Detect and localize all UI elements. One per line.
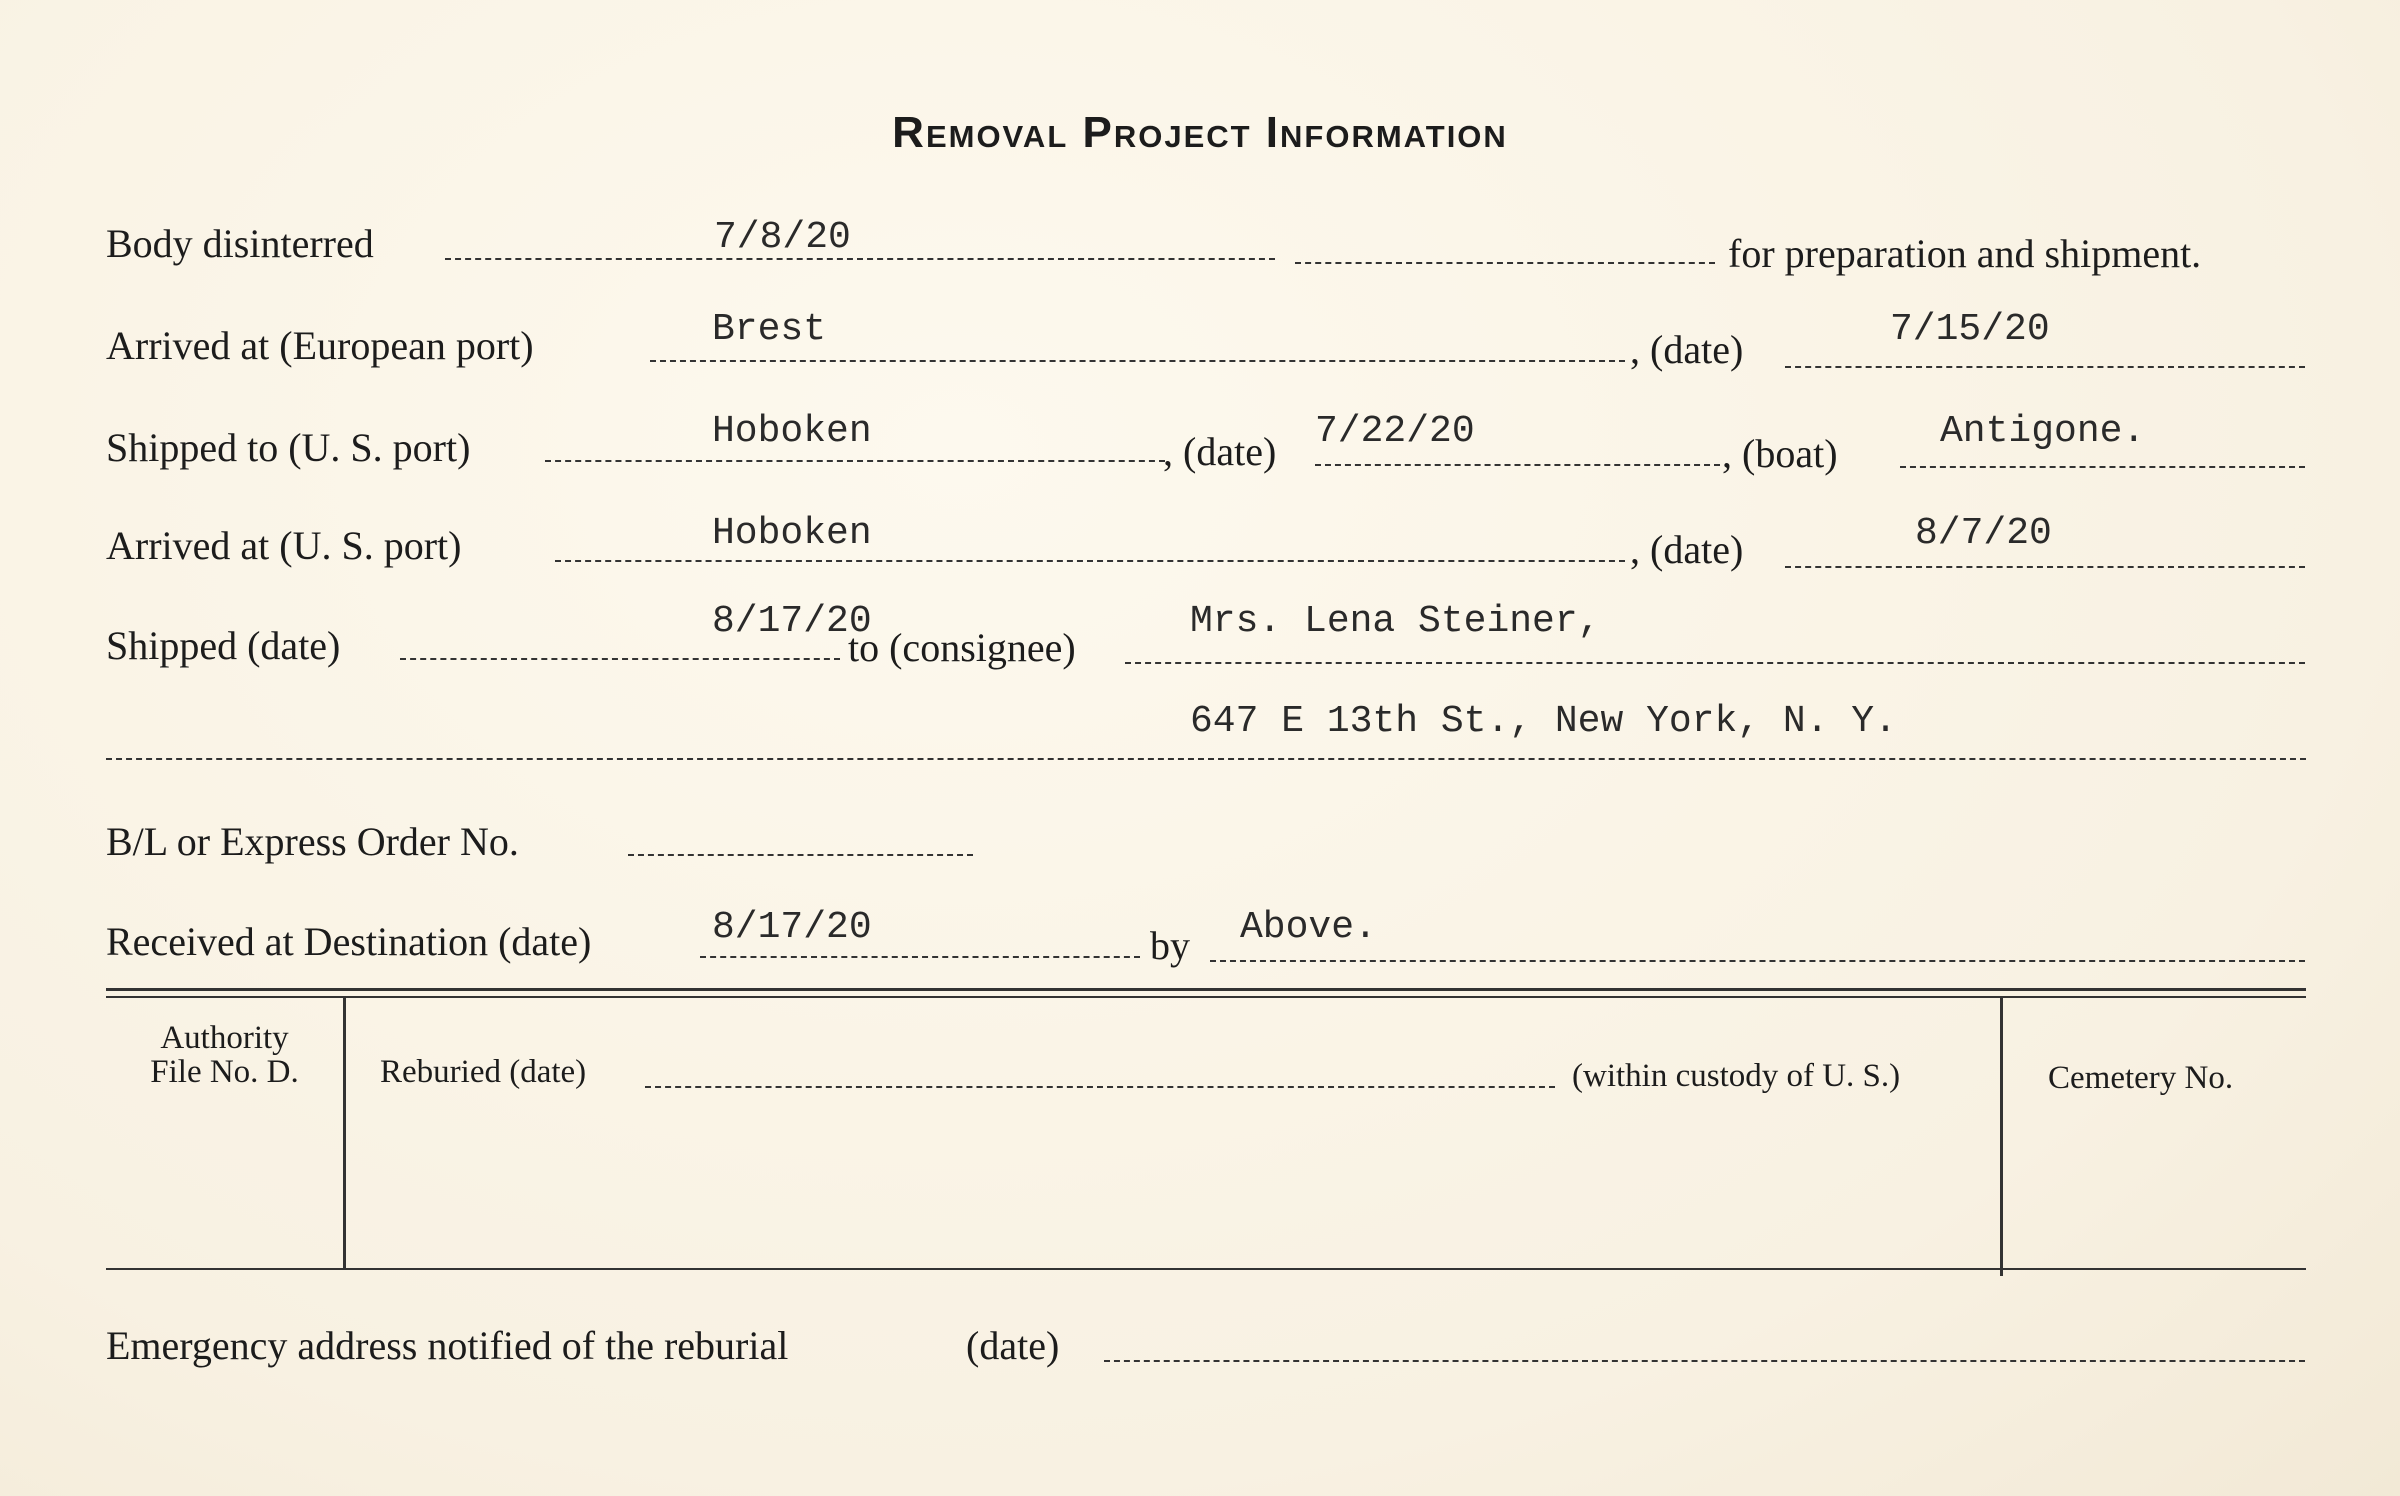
arrived-us-value: Hoboken	[712, 512, 872, 555]
arrived-european-label: Arrived at (European port)	[106, 323, 534, 368]
shipped-to-us-value: Hoboken	[712, 410, 872, 453]
reburied-suffix: (within custody of U. S.)	[1572, 1058, 1901, 1094]
shipped-to-us-date-line	[1315, 464, 1720, 466]
section-rule-top	[106, 988, 2306, 991]
shipped-to-us-boat-label: , (boat)	[1722, 431, 1838, 476]
body-disinterred-line	[445, 258, 1275, 260]
arrived-european-value: Brest	[712, 308, 827, 351]
section-rule-top-2	[106, 996, 2306, 998]
arrived-european-line	[650, 360, 1625, 362]
reburied-label: Reburied (date)	[380, 1054, 587, 1090]
arrived-european-date-label: , (date)	[1630, 327, 1744, 372]
body-disinterred-value: 7/8/20	[714, 216, 851, 259]
emergency-date-label: (date)	[966, 1323, 1060, 1368]
section-rule-bottom	[106, 1268, 2306, 1270]
consignee-value: Mrs. Lena Steiner,	[1190, 600, 1601, 643]
shipped-to-us-label: Shipped to (U. S. port)	[106, 425, 471, 470]
consignee-label: to (consignee)	[848, 625, 1076, 670]
consignee-line	[1125, 662, 2305, 664]
shipped-to-us-date-label: , (date)	[1163, 429, 1277, 474]
bl-order-line	[628, 854, 973, 856]
reburied-line	[645, 1086, 1555, 1088]
arrived-us-date-line	[1785, 566, 2305, 568]
body-disinterred-line-2	[1295, 262, 1715, 264]
shipped-to-us-line	[545, 460, 1165, 462]
body-disinterred-suffix: for preparation and shipment.	[1728, 231, 2202, 276]
shipped-to-us-boat: Antigone.	[1940, 410, 2146, 453]
received-by-line	[1210, 960, 2305, 962]
body-disinterred-label: Body disinterred	[106, 221, 374, 266]
received-line	[700, 956, 1140, 958]
consignee-address: 647 E 13th St., New York, N. Y.	[1190, 700, 1897, 743]
cemetery-label: Cemetery No.	[2048, 1060, 2234, 1096]
emergency-line	[1104, 1360, 2305, 1362]
box-divider-left	[343, 996, 346, 1268]
arrived-us-line	[555, 560, 1625, 562]
arrived-european-date: 7/15/20	[1890, 308, 2050, 351]
arrived-european-date-line	[1785, 366, 2305, 368]
shipped-date-line	[400, 658, 840, 660]
shipped-to-us-boat-line	[1900, 466, 2305, 468]
authority-line2: File No. D.	[150, 1054, 299, 1090]
arrived-us-label: Arrived at (U. S. port)	[106, 523, 462, 568]
arrived-us-date-label: , (date)	[1630, 527, 1744, 572]
received-by-label: by	[1150, 923, 1190, 968]
shipped-to-us-date: 7/22/20	[1315, 410, 1475, 453]
received-label: Received at Destination (date)	[106, 919, 592, 964]
received-by-value: Above.	[1240, 906, 1377, 949]
authority-line1: Authority	[160, 1020, 289, 1056]
bl-order-label: B/L or Express Order No.	[106, 819, 519, 864]
emergency-label: Emergency address notified of the reburial	[106, 1323, 789, 1368]
box-divider-right	[2000, 996, 2003, 1276]
form-title: Removal Project Information	[892, 108, 1508, 157]
arrived-us-date: 8/7/20	[1915, 512, 2052, 555]
shipped-date-value: 8/17/20	[712, 600, 872, 643]
received-value: 8/17/20	[712, 906, 872, 949]
shipped-date-label: Shipped (date)	[106, 623, 341, 668]
address-line	[106, 758, 2306, 760]
